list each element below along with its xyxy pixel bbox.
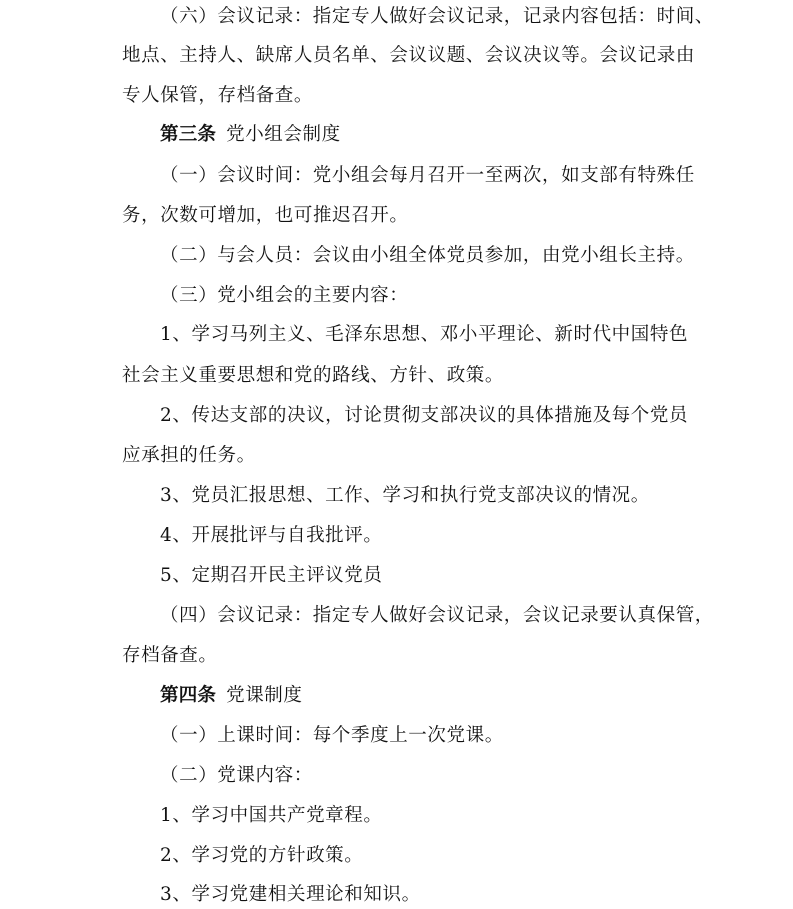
article4-class-content-heading: （二）党课内容： — [160, 765, 313, 786]
article3-meeting-record-line2: 存档备查。 — [122, 645, 218, 666]
article3-item1-line2: 社会主义重要思想和党的路线、方针、政策。 — [122, 365, 505, 386]
article3-label: 第三条 — [160, 124, 217, 145]
article4-heading — [160, 684, 303, 708]
article3-item3: 3、党员汇报思想、工作、学习和执行党支部决议的情况。 — [160, 485, 650, 506]
article3-meeting-time-line2: 务，次数可增加，也可推迟召开。 — [122, 205, 409, 226]
article3-item4: 4、开展批评与自我批评。 — [160, 525, 383, 546]
article4-label: 第四条 — [160, 685, 217, 706]
section6-line1: （六）会议记录：指定专人做好会议记录，记录内容包括：时间、 — [160, 6, 714, 27]
article3-item1-line1: 1、学习马列主义、毛泽东思想、邓小平理论、新时代中国特色 — [160, 324, 689, 345]
article3-title: 党小组会制度 — [226, 124, 341, 145]
article3-main-content-heading: （三）党小组会的主要内容： — [160, 285, 409, 306]
article4-class-time: （一）上课时间：每个季度上一次党课。 — [160, 725, 504, 746]
article3-item2-line1: 2、传达支部的决议，讨论贯彻支部决议的具体措施及每个党员 — [160, 405, 689, 426]
article4-item1: 1、学习中国共产党章程。 — [160, 805, 383, 826]
article3-heading — [160, 123, 341, 147]
article4-title: 党课制度 — [226, 685, 303, 706]
section6-line3: 专人保管，存档备查。 — [122, 85, 314, 106]
article3-item2-line2: 应承担的任务。 — [122, 445, 256, 466]
article3-meeting-record-line1: （四）会议记录：指定专人做好会议记录，会议记录要认真保管， — [160, 605, 714, 626]
section6-line2: 地点、主持人、缺席人员名单、会议议题、会议决议等。会议记录由 — [122, 45, 696, 66]
article3-item5: 5、定期召开民主评议党员 — [160, 565, 383, 586]
article4-item3: 3、学习党建相关理论和知识。 — [160, 884, 421, 905]
article4-item2: 2、学习党的方针政策。 — [160, 845, 364, 866]
article3-meeting-time-line1: （一）会议时间：党小组会每月召开一至两次，如支部有特殊任 — [160, 165, 695, 186]
article3-attendees: （二）与会人员：会议由小组全体党员参加，由党小组长主持。 — [160, 245, 695, 266]
